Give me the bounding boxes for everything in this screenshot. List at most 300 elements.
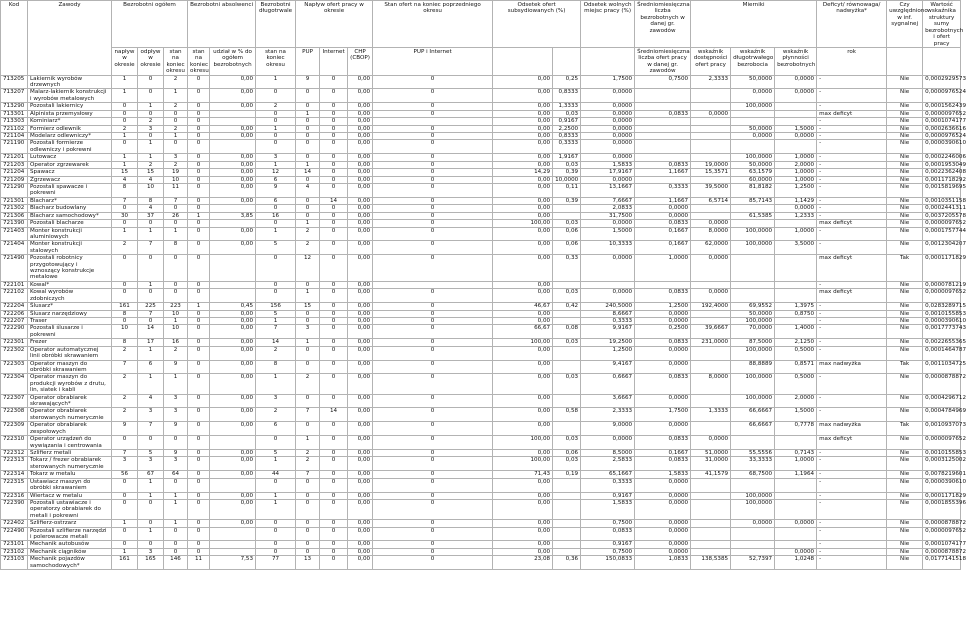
table-row [1, 310, 961, 317]
row-cell: Nie [887, 103, 923, 110]
row-cell: 0,00 [493, 360, 553, 374]
row-cell: 0,33 [553, 255, 581, 282]
row-cell: 0,0000 [581, 125, 635, 132]
row-cell: 0,0000781219 [923, 281, 961, 288]
row-cell: 100,00 [493, 457, 553, 471]
row-cell: 2 [112, 408, 138, 422]
row-cell: Nie [887, 408, 923, 422]
row-kod: 723103 [1, 556, 28, 570]
row-cell: 0,00 [493, 89, 553, 103]
row-kod: 722307 [1, 394, 28, 408]
row-cell: 100,0000 [731, 154, 775, 161]
row-cell: 66,6667 [731, 408, 775, 422]
row-cell: 0,0000 [691, 289, 731, 303]
row-cell [691, 499, 731, 519]
row-cell: 1 [296, 339, 320, 346]
row-cell: 0 [138, 436, 164, 450]
row-cell: 0 [373, 408, 493, 422]
row-cell: 0,0000 [635, 548, 691, 555]
row-cell: 2 [256, 408, 296, 422]
row-cell [691, 527, 731, 541]
row-zawod: Monter konstrukcji stalowych [28, 241, 112, 255]
row-cell: max deficyt [817, 255, 887, 282]
row-cell: 0 [138, 520, 164, 527]
row-cell: 0,39 [553, 169, 581, 176]
row-cell: 0,0010155853 [923, 310, 961, 317]
table-row [1, 212, 961, 219]
row-cell: 0,39 [553, 197, 581, 204]
row-cell: 1 [188, 212, 210, 219]
row-cell: 0 [373, 140, 493, 154]
row-cell: 3 [296, 325, 320, 339]
row-cell: 0,00 [493, 408, 553, 422]
row-cell: 0,2500 [635, 325, 691, 339]
row-cell: 3 [138, 408, 164, 422]
row-cell: 63,1579 [731, 169, 775, 176]
row-cell: 3 [138, 457, 164, 471]
row-cell: 46,67 [493, 303, 553, 310]
row-cell: 0,0000 [775, 75, 817, 89]
row-cell: 0,0001855396 [923, 499, 961, 519]
row-cell: 0 [373, 205, 493, 212]
row-cell: 0,0022362408 [923, 169, 961, 176]
row-cell: 0 [320, 360, 348, 374]
row-cell: 1 [164, 520, 188, 527]
row-cell: 0 [256, 255, 296, 282]
row-cell: 0,0000097652 [923, 436, 961, 450]
row-cell: 2 [256, 103, 296, 110]
row-cell: 0,00 [493, 317, 553, 324]
row-cell: 0 [320, 422, 348, 436]
row-cell: 0,00 [348, 89, 373, 103]
row-cell: 0 [112, 220, 138, 227]
row-cell: 0 [320, 183, 348, 197]
row-cell: 0,00 [493, 541, 553, 548]
row-cell: 0,00 [493, 161, 553, 168]
row-cell: 52,7397 [731, 556, 775, 570]
row-cell: 61,5385 [731, 212, 775, 219]
row-cell: 0 [296, 541, 320, 548]
row-zawod: Kowal* [28, 281, 112, 288]
row-cell: 0,00 [348, 75, 373, 89]
table-row [1, 346, 961, 360]
row-cell: 3 [138, 548, 164, 555]
row-cell: 0,00 [348, 154, 373, 161]
row-cell: 4 [296, 183, 320, 197]
row-cell: 0 [320, 317, 348, 324]
row-cell: 0 [296, 394, 320, 408]
row-cell: 0,00 [210, 241, 256, 255]
row-cell: 1,0000 [775, 169, 817, 176]
row-kod: 722206 [1, 310, 28, 317]
row-cell: 0,00 [493, 422, 553, 436]
header-bezrobotni-ogolem: Bezrobotni ogółem [112, 1, 188, 48]
row-cell: 0 [138, 255, 164, 282]
row-cell: 66,6667 [731, 422, 775, 436]
row-cell: 0,00 [210, 75, 256, 89]
row-cell: - [817, 527, 887, 541]
row-cell: 0 [112, 317, 138, 324]
row-cell: 0,0000 [635, 492, 691, 499]
row-cell: 8 [112, 339, 138, 346]
row-cell: 0 [296, 205, 320, 212]
row-zawod: Zgrzewacz [28, 176, 112, 183]
row-cell: 0 [188, 520, 210, 527]
row-cell: 0 [373, 183, 493, 197]
header-chp: CHP (CBOP) [348, 47, 373, 75]
row-cell: 0 [373, 492, 493, 499]
row-cell [775, 289, 817, 303]
row-cell: 0,3333 [581, 317, 635, 324]
row-cell: Nie [887, 183, 923, 197]
header-odplyw-w-okresie: odpływ w okresie [138, 47, 164, 75]
row-cell [731, 527, 775, 541]
row-cell: 0,00 [348, 281, 373, 288]
row-cell: - [817, 457, 887, 471]
row-cell: 0 [320, 118, 348, 125]
row-cell: 0 [320, 346, 348, 360]
row-cell: 50,0000 [731, 75, 775, 89]
row-zawod: Operator obrabiarek zespołowych [28, 422, 112, 436]
row-cell: 0 [188, 289, 210, 303]
header-rok: rok [817, 47, 887, 75]
row-cell [635, 133, 691, 140]
row-cell: 0,0000 [635, 360, 691, 374]
row-cell: 2 [112, 374, 138, 394]
row-zawod: Operator zgrzewarek [28, 161, 112, 168]
row-kod: 722390 [1, 499, 28, 519]
row-cell: 0,0003125002 [923, 457, 961, 471]
row-cell [691, 140, 731, 154]
row-cell: 7 [296, 471, 320, 478]
row-zawod: Pozostali formierze odlewniczy i pokrewni [28, 140, 112, 154]
row-cell: 0,0000976524 [923, 133, 961, 140]
row-cell: 0 [164, 541, 188, 548]
row-cell: Nie [887, 471, 923, 478]
row-cell: 3 [164, 154, 188, 161]
row-cell: 10 [164, 310, 188, 317]
row-cell: 0,00 [348, 541, 373, 548]
row-cell: 2 [296, 374, 320, 394]
row-cell: 1,2500 [635, 303, 691, 310]
row-zawod: Frezer [28, 339, 112, 346]
row-cell: 4 [112, 176, 138, 183]
row-cell: 0 [320, 89, 348, 103]
row-cell [775, 436, 817, 450]
row-cell [691, 154, 731, 161]
row-kod: 722402 [1, 520, 28, 527]
row-cell: - [817, 478, 887, 492]
row-zawod: Mechanik autobusów [28, 541, 112, 548]
table-row [1, 478, 961, 492]
row-cell: 0 [373, 227, 493, 241]
row-cell: 0,0000 [635, 346, 691, 360]
row-cell: 0 [164, 118, 188, 125]
row-cell: 0 [188, 241, 210, 255]
row-cell: 0,0000 [581, 140, 635, 154]
row-cell: 9 [164, 360, 188, 374]
row-cell: 4 [138, 394, 164, 408]
row-zawod: Blacharz samochodowy* [28, 212, 112, 219]
row-cell: Nie [887, 339, 923, 346]
row-cell: 0,0000097652 [923, 220, 961, 227]
row-cell: 1 [256, 492, 296, 499]
row-cell: Nie [887, 499, 923, 519]
row-cell: 1 [164, 227, 188, 241]
row-cell [775, 317, 817, 324]
row-cell: 0 [296, 548, 320, 555]
row-cell: 0 [296, 103, 320, 110]
row-cell: Nie [887, 548, 923, 555]
row-cell: 0,0001171829 [923, 492, 961, 499]
row-cell: 0 [164, 436, 188, 450]
row-cell: 0,0000 [775, 548, 817, 555]
row-cell: 0 [320, 281, 348, 288]
row-cell: 0 [112, 499, 138, 519]
row-cell: 1 [112, 89, 138, 103]
row-cell: 0 [188, 75, 210, 89]
row-cell: 0 [164, 220, 188, 227]
row-cell: 100,0000 [731, 492, 775, 499]
row-cell: Nie [887, 394, 923, 408]
row-cell: 2 [256, 346, 296, 360]
row-cell: 0,0000 [581, 220, 635, 227]
row-cell: Nie [887, 133, 923, 140]
row-cell: 44 [256, 471, 296, 478]
row-cell: 0,7500 [581, 520, 635, 527]
row-cell: 0,00 [210, 492, 256, 499]
row-cell: 7 [138, 310, 164, 317]
row-cell: 0 [188, 346, 210, 360]
row-cell: 2 [112, 125, 138, 132]
row-cell: 0 [296, 281, 320, 288]
table-row [1, 492, 961, 499]
row-cell: 0 [320, 520, 348, 527]
row-cell: Nie [887, 118, 923, 125]
row-cell: 0,06 [553, 450, 581, 457]
row-cell: 81,8182 [731, 183, 775, 197]
row-cell: 0,00 [210, 197, 256, 204]
row-cell: 0 [296, 360, 320, 374]
row-cell: 15 [296, 303, 320, 310]
row-cell: 0 [296, 478, 320, 492]
row-cell: 0,00 [210, 227, 256, 241]
row-cell: Nie [887, 457, 923, 471]
row-cell: 0 [138, 317, 164, 324]
row-cell [210, 436, 256, 450]
row-cell [635, 281, 691, 288]
row-cell: 1 [256, 75, 296, 89]
row-kod: 713303 [1, 118, 28, 125]
table-row [1, 176, 961, 183]
row-cell: 0 [188, 310, 210, 317]
header-srednio-bezrobotnych: Średniomiesięczna liczba bezrobotnych w danej gr. zawodów [635, 1, 691, 48]
row-cell: 0,0000 [635, 527, 691, 541]
row-zawod: Pozostali blacharze [28, 220, 112, 227]
row-cell: 0 [112, 205, 138, 212]
row-cell: 0 [320, 471, 348, 478]
row-zawod: Ustawiacz maszyn do obróbki skrawaniem [28, 478, 112, 492]
row-cell: 0,00 [210, 346, 256, 360]
row-cell [553, 492, 581, 499]
row-cell: 0 [320, 176, 348, 183]
row-cell: 0,0001757744 [923, 227, 961, 241]
row-cell: 100,00 [493, 436, 553, 450]
row-cell: 0,00 [348, 492, 373, 499]
header-blank-4 [887, 47, 923, 75]
row-cell: 8 [256, 360, 296, 374]
row-cell: 0,0000 [635, 317, 691, 324]
row-kod: 722314 [1, 471, 28, 478]
row-cell: 1 [164, 317, 188, 324]
row-cell: 0 [188, 176, 210, 183]
row-cell: 2,3333 [691, 75, 731, 89]
row-cell: 1,3333 [691, 408, 731, 422]
row-zawod: Blacharz budowlany [28, 205, 112, 212]
row-cell: 62,0000 [691, 241, 731, 255]
row-zawod: Operator maszyn do obróbki skrawaniem [28, 360, 112, 374]
header-stan-na-koniec-2: stan na koniec okresu [188, 47, 210, 75]
row-cell: 0,00 [348, 339, 373, 346]
row-cell: 0 [138, 220, 164, 227]
row-cell: 5 [256, 241, 296, 255]
row-cell: 0,0000 [635, 310, 691, 317]
row-cell: 0,00 [210, 161, 256, 168]
row-zawod: Pozostali ślusarze i pokrewni [28, 325, 112, 339]
row-cell: 1 [138, 478, 164, 492]
row-cell [731, 255, 775, 282]
row-cell: 0,0000 [581, 110, 635, 117]
row-cell: 0 [164, 255, 188, 282]
header-stan-ofert: Stan ofert na koniec poprzedniego okresu [373, 1, 493, 48]
row-cell [553, 520, 581, 527]
row-cell: 2 [296, 450, 320, 457]
row-cell: 0,0000 [635, 478, 691, 492]
row-cell: - [817, 169, 887, 176]
row-cell: 8 [138, 197, 164, 204]
row-zawod: Operator urządzeń do wywiązania i centrowania [28, 436, 112, 450]
row-kod: 723101 [1, 541, 28, 548]
row-cell: 65,1667 [581, 471, 635, 478]
row-cell: 0,0000 [731, 89, 775, 103]
row-cell [553, 527, 581, 541]
row-cell: 1 [256, 125, 296, 132]
row-cell: 0,00 [210, 471, 256, 478]
row-cell: 0 [256, 118, 296, 125]
row-cell: 0,0010937073 [923, 422, 961, 436]
row-cell [731, 220, 775, 227]
row-cell: 0,00 [348, 241, 373, 255]
row-cell [210, 527, 256, 541]
row-cell: 0 [373, 110, 493, 117]
row-cell: 0,42 [553, 303, 581, 310]
row-cell [553, 422, 581, 436]
row-cell: 1 [112, 75, 138, 89]
row-cell: 0,0010351158 [923, 197, 961, 204]
row-zawod: Tokarz w metalu [28, 471, 112, 478]
table-row [1, 556, 961, 570]
row-cell: 0,0000 [635, 520, 691, 527]
row-cell: 6 [138, 360, 164, 374]
row-cell: 2 [296, 227, 320, 241]
row-cell: 0,7500 [581, 548, 635, 555]
row-cell: - [817, 548, 887, 555]
row-cell: 1,2333 [775, 212, 817, 219]
row-cell: 0 [188, 527, 210, 541]
row-cell: 0,0000 [581, 176, 635, 183]
row-cell [691, 133, 731, 140]
row-kod: 721201 [1, 154, 28, 161]
row-cell: 1,0000 [775, 154, 817, 161]
row-cell: 0,0001464787 [923, 346, 961, 360]
row-cell: Tak [887, 360, 923, 374]
row-cell [635, 125, 691, 132]
row-zawod: Szlifierz-ostrzarz [28, 520, 112, 527]
row-cell: 0 [256, 520, 296, 527]
row-cell: 1 [112, 133, 138, 140]
row-cell: 9,0000 [581, 422, 635, 436]
row-cell: 6,5714 [691, 197, 731, 204]
row-kod: 721203 [1, 161, 28, 168]
row-cell: 1 [138, 374, 164, 394]
header-bezrobotni-absolwenci: Bezrobotni absolwenci [188, 1, 256, 48]
row-cell [691, 125, 731, 132]
row-cell: 23,08 [493, 556, 553, 570]
row-zawod: Blacharz* [28, 197, 112, 204]
row-cell: 0 [320, 499, 348, 519]
row-cell: 1,1964 [775, 471, 817, 478]
row-cell: 0,0000878872 [923, 374, 961, 394]
row-cell: 0 [164, 110, 188, 117]
row-cell: 0 [188, 374, 210, 394]
row-cell: 0,8333 [553, 133, 581, 140]
row-zawod: Pozostali spawacze i pokrewni [28, 183, 112, 197]
row-cell: 0,0000 [581, 118, 635, 125]
row-cell: 14 [320, 408, 348, 422]
row-cell: 2 [296, 241, 320, 255]
row-cell: 1,5000 [775, 125, 817, 132]
row-cell: 0 [320, 492, 348, 499]
row-cell: 0 [296, 125, 320, 132]
row-cell: 0 [296, 118, 320, 125]
row-kod: 722304 [1, 374, 28, 394]
row-cell: 3 [256, 394, 296, 408]
row-cell: 9 [164, 450, 188, 457]
row-cell: 0 [373, 436, 493, 450]
row-cell: 5 [256, 310, 296, 317]
row-cell: 0 [320, 436, 348, 450]
row-cell: 0,8571 [775, 360, 817, 374]
row-cell: 0 [164, 289, 188, 303]
row-cell: 0,0001562439 [923, 103, 961, 110]
row-cell: 9 [164, 422, 188, 436]
row-cell: 1 [256, 317, 296, 324]
row-cell: 0 [138, 499, 164, 519]
row-cell: Nie [887, 220, 923, 227]
row-kod: 722308 [1, 408, 28, 422]
row-cell: 3 [138, 125, 164, 132]
row-cell: 7 [112, 450, 138, 457]
row-cell: 0 [320, 241, 348, 255]
row-cell: 0 [112, 140, 138, 154]
row-cell: 0 [256, 548, 296, 555]
row-cell: 0 [188, 103, 210, 110]
row-zawod: Ślusarz* [28, 303, 112, 310]
row-cell: 0 [320, 205, 348, 212]
table-row [1, 436, 961, 450]
row-cell: 7 [164, 197, 188, 204]
row-cell: 100,0000 [731, 227, 775, 241]
